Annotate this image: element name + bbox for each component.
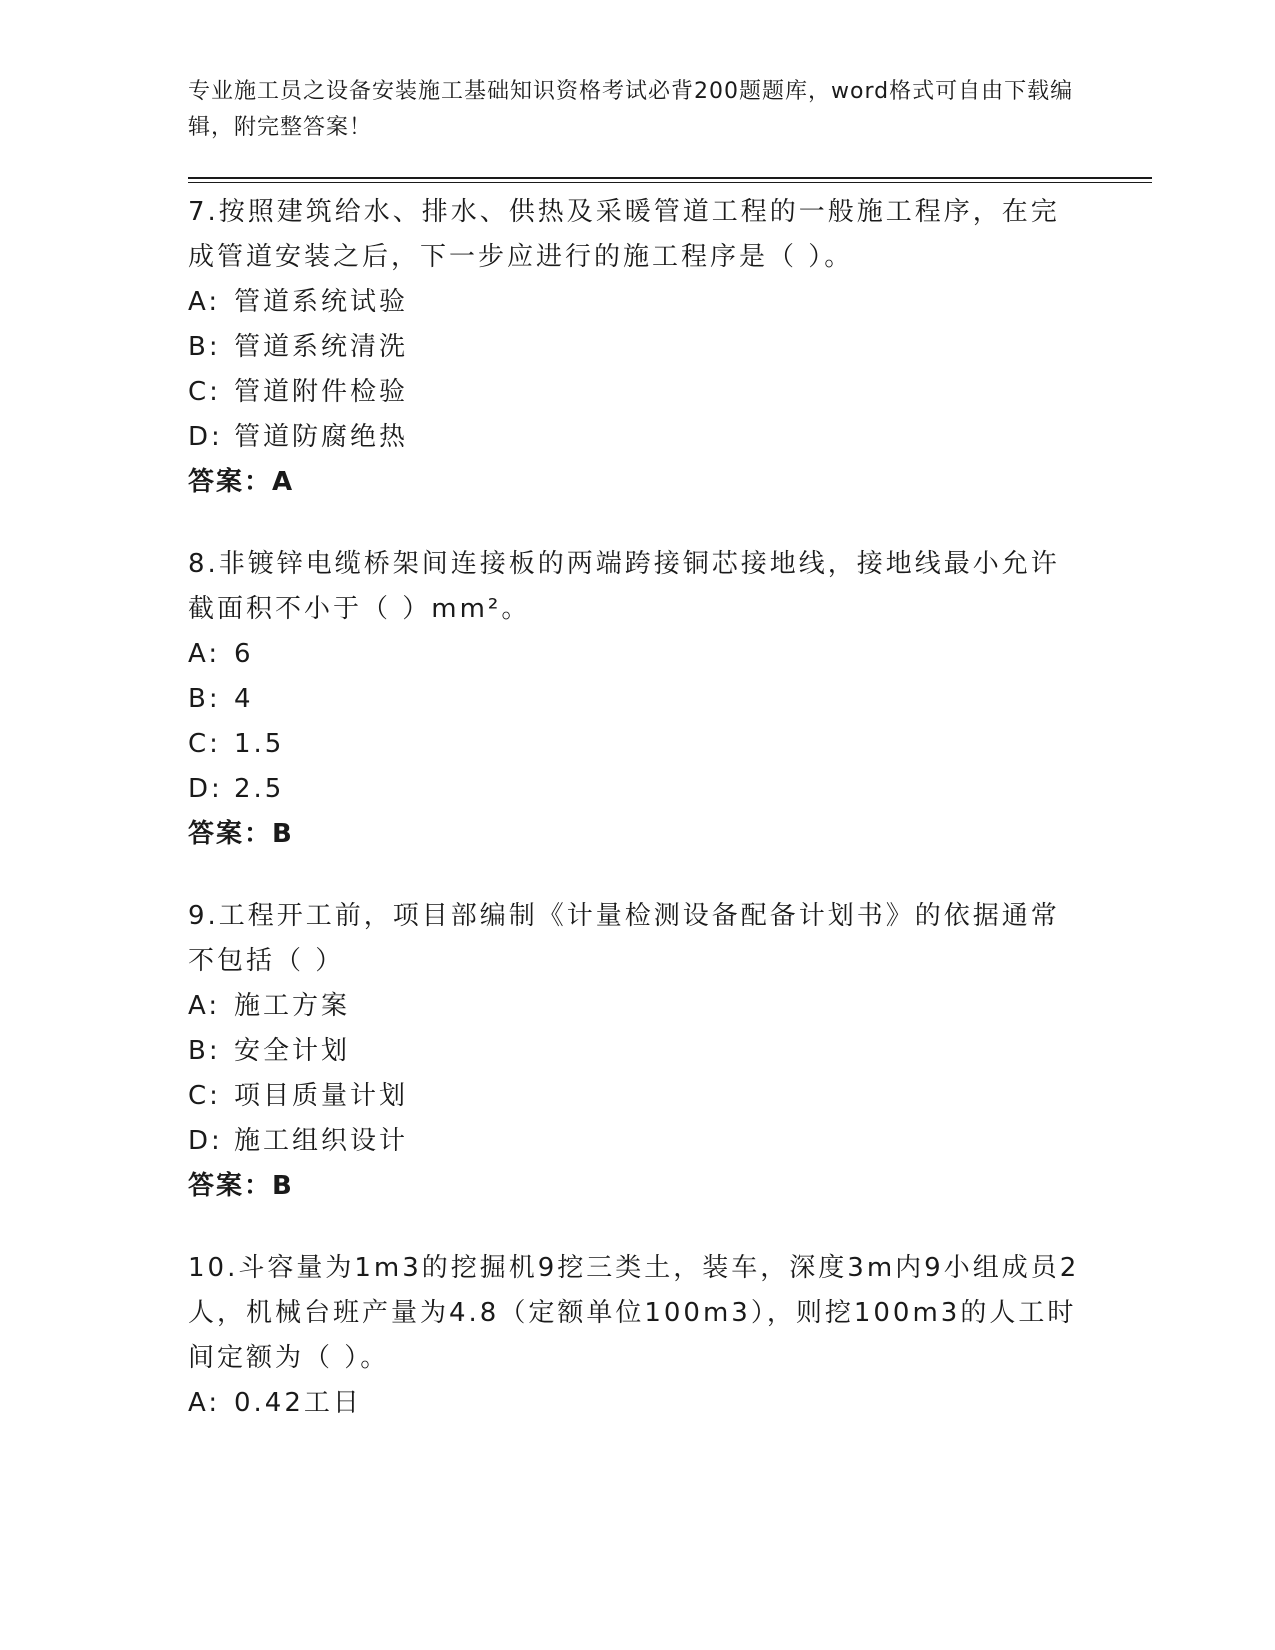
answer: 答案：B [188,1171,294,1201]
option-c [188,722,1088,767]
option-label: C: [188,729,221,759]
question-9 [188,894,1088,1209]
option-text: 管道系统试验 [234,287,409,317]
question-text: 10.斗容量为1m3的挖掘机9挖三类土，装车，深度3m内9小组成员2人，机械台班产量为4.8（定额单位100m3），则挖100m3的人工时间定额为（ ）。 [188,1253,1080,1373]
header-divider-thick [188,177,1152,179]
question-text: 7.按照建筑给水、排水、供热及采暖管道工程的一般施工程序，在完成管道安装之后，下一步应进行的施工程序是（ ）。 [188,197,1060,272]
option-text: 管道附件检验 [234,377,409,407]
option-d [188,415,1088,460]
question-text: 8.非镀锌电缆桥架间连接板的两端跨接铜芯接地线，接地线最小允许截面积不小于（ ）mm²。 [188,549,1060,624]
question-8 [188,542,1088,857]
option-a [188,984,1088,1029]
option-text: 0.42工日 [234,1388,362,1418]
option-label: B: [188,332,221,362]
option-d [188,767,1088,812]
question-7 [188,190,1088,505]
option-text: 项目质量计划 [234,1081,409,1111]
answer: 答案：A [188,467,295,497]
option-label: A: [188,991,221,1021]
option-label: D: [188,774,223,804]
option-label: B: [188,1036,221,1066]
answer: 答案：B [188,819,294,849]
document-header [188,74,1088,146]
option-text: 1.5 [234,729,285,759]
option-text: 施工方案 [234,991,351,1021]
option-label: A: [188,639,221,669]
question-list [188,190,1088,1463]
header-text: 专业施工员之设备安装施工基础知识资格考试必背200题题库，word格式可自由下载编辑，附完整答案！ [188,79,1074,140]
option-d [188,1119,1088,1164]
option-label: A: [188,1388,221,1418]
option-text: 安全计划 [234,1036,351,1066]
option-label: B: [188,684,221,714]
option-a [188,280,1088,325]
option-text: 6 [234,639,254,669]
header-divider-thin [188,182,1152,183]
option-label: D: [188,422,223,452]
option-c [188,1074,1088,1119]
option-label: D: [188,1126,223,1156]
option-label: C: [188,1081,221,1111]
option-a [188,1381,1088,1426]
option-text: 2.5 [234,774,285,804]
option-a [188,632,1088,677]
option-text: 4 [234,684,254,714]
option-b [188,1029,1088,1074]
option-text: 施工组织设计 [234,1126,409,1156]
option-label: A: [188,287,221,317]
question-10 [188,1246,1088,1426]
option-c [188,370,1088,415]
option-b [188,677,1088,722]
option-b [188,325,1088,370]
question-text: 9.工程开工前，项目部编制《计量检测设备配备计划书》的依据通常不包括（ ） [188,901,1060,976]
option-text: 管道防腐绝热 [234,422,409,452]
option-text: 管道系统清洗 [234,332,409,362]
option-label: C: [188,377,221,407]
